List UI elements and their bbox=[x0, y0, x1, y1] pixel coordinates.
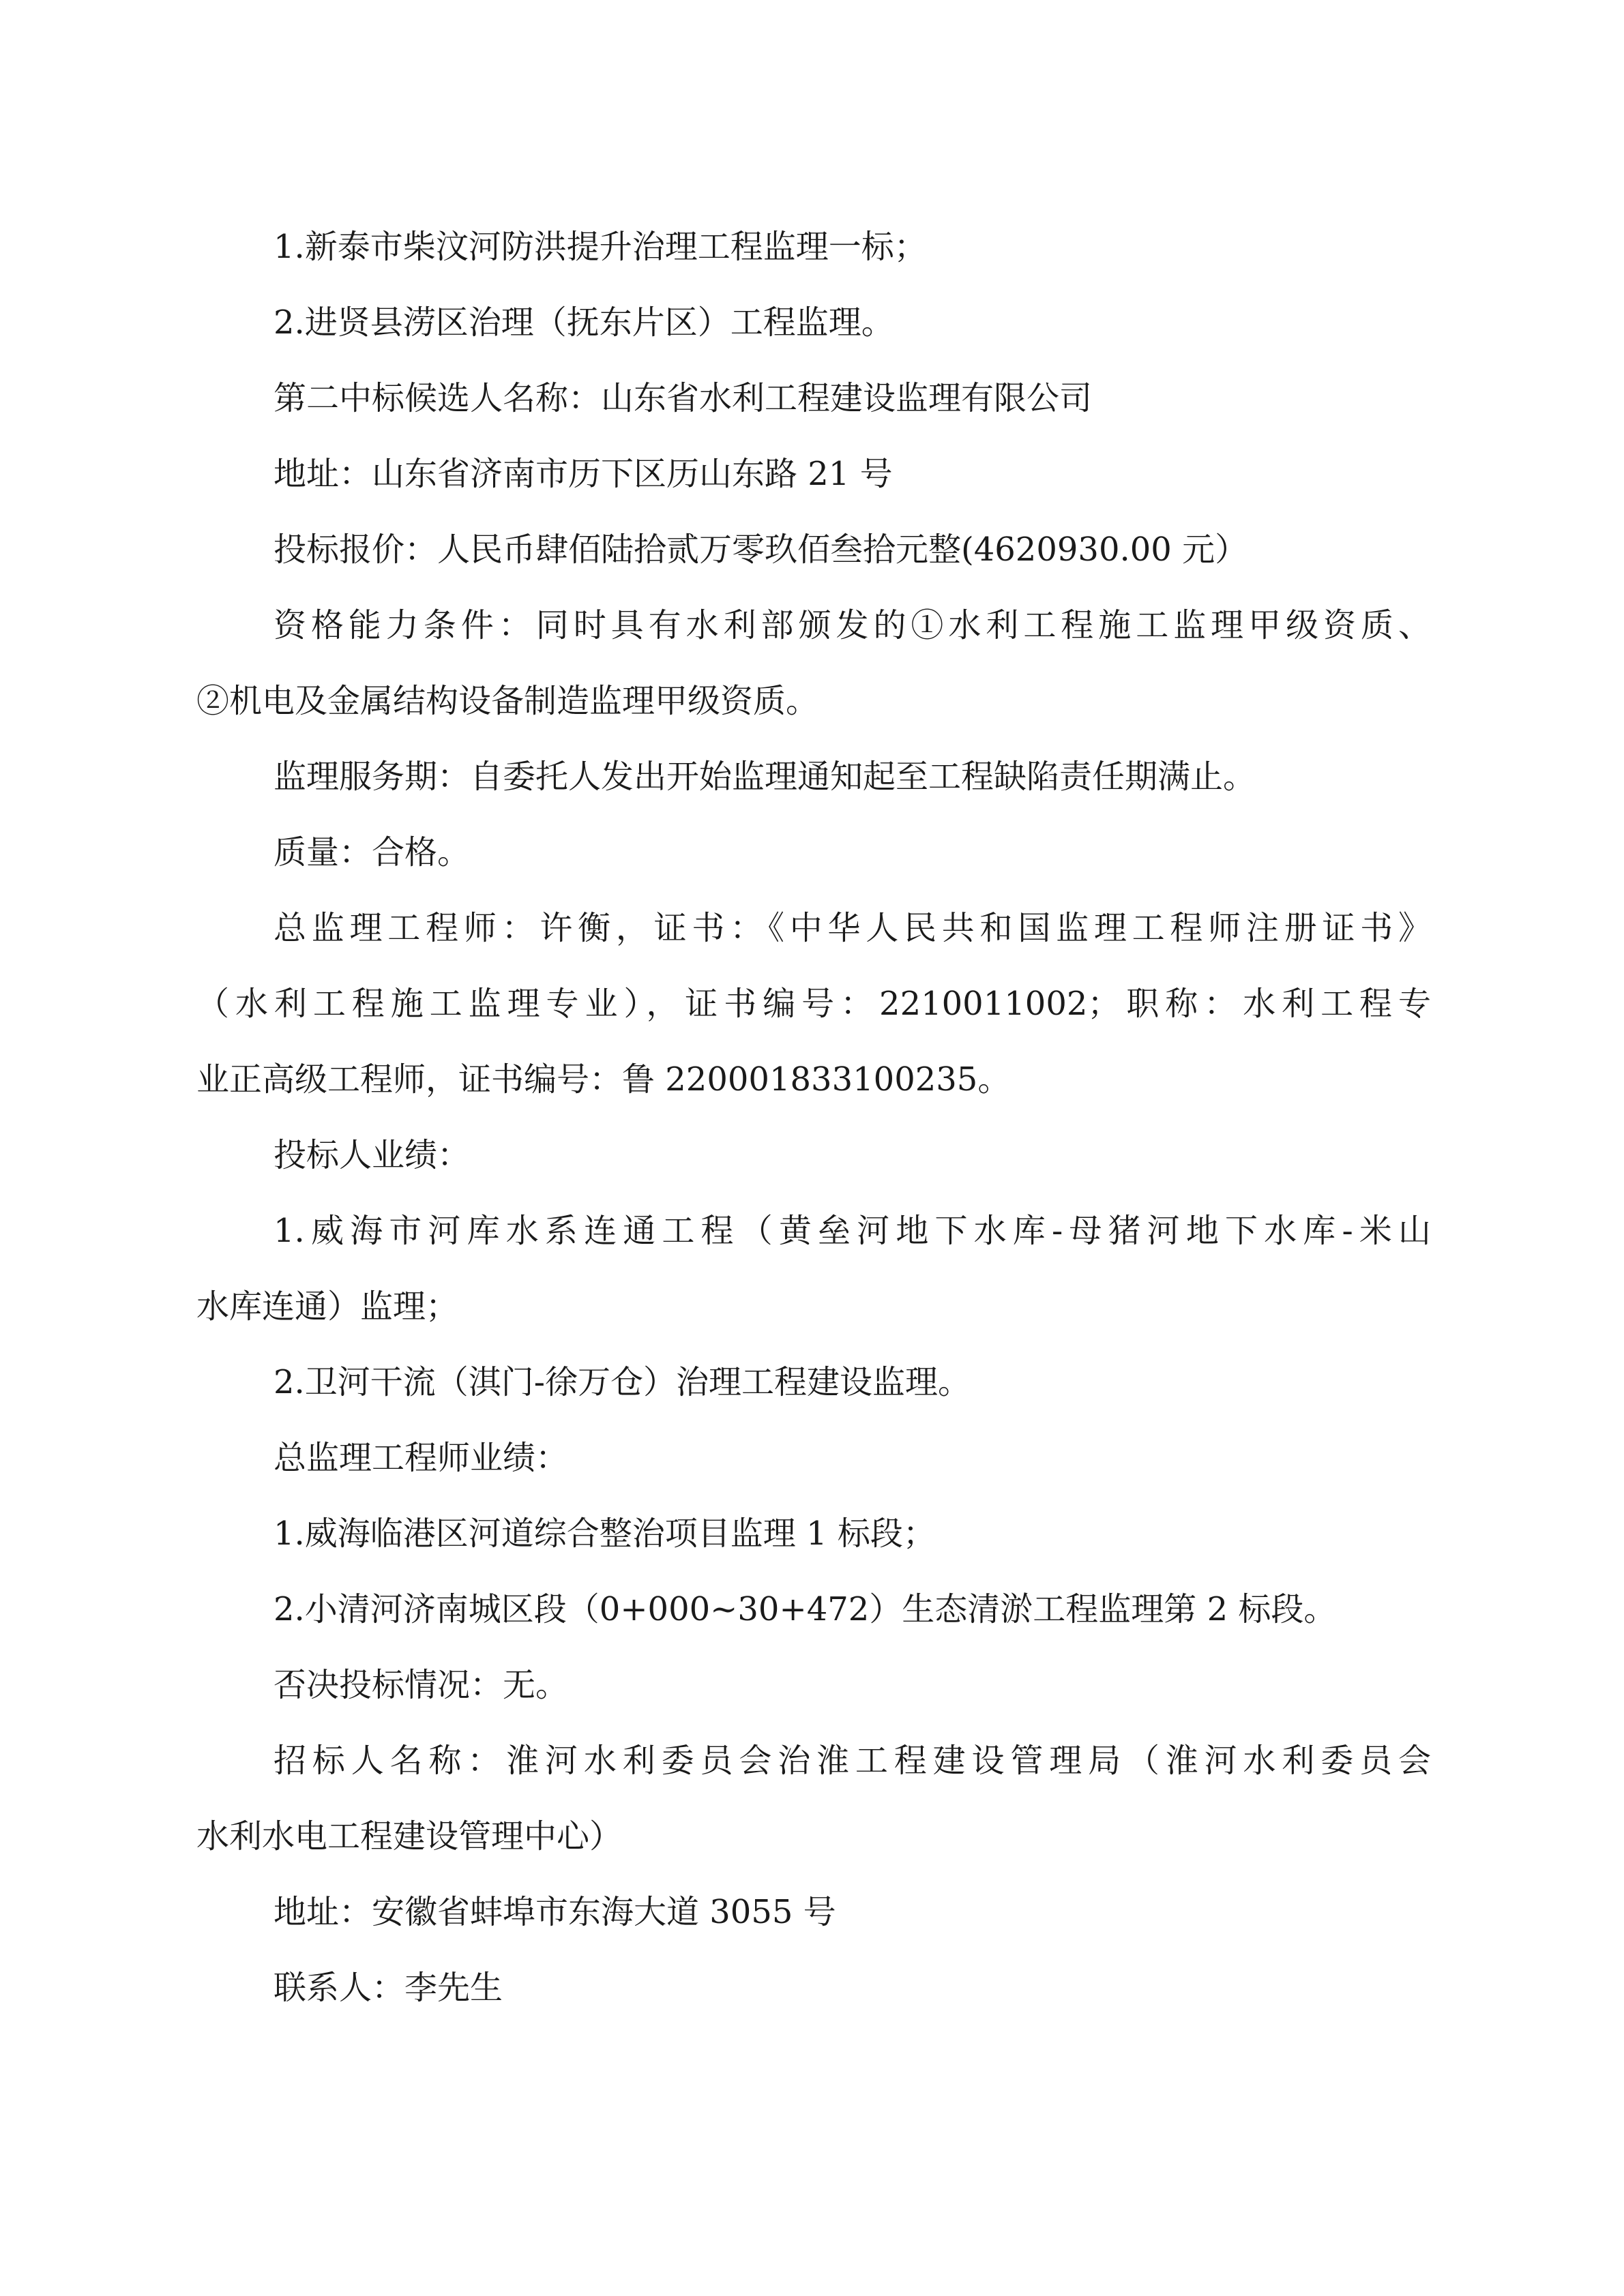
field-qualification-continued: ②机电及金属结构设备制造监理甲级资质。 bbox=[196, 682, 819, 720]
field-qualification: 资格能力条件：同时具有水利部颁发的①水利工程施工监理甲级资质、 bbox=[274, 606, 1431, 644]
item-text: 2.小清河济南城区段（0+000~30+472）生态清淤工程监理第 2 标段。 bbox=[274, 1590, 1337, 1628]
field-tenderer-name-continued: 水利水电工程建设管理中心） bbox=[196, 1817, 623, 1855]
item-text: 2.卫河干流（淇门-徐万仓）治理工程建设监理。 bbox=[274, 1363, 971, 1401]
field-chief-engineer-continued: （水利工程施工监理专业），证书编号：2210011002；职称：水利工程专 bbox=[196, 985, 1431, 1023]
field-rejected-bids: 否决投标情况：无。 bbox=[274, 1666, 569, 1704]
field-second-candidate-name: 第二中标候选人名称：山东省水利工程建设监理有限公司 bbox=[274, 379, 1093, 417]
field-chief-engineer-continued: 业正高级工程师，证书编号：鲁 220001833100235。 bbox=[196, 1060, 1011, 1099]
field-quality: 质量：合格。 bbox=[274, 833, 471, 871]
item-text: 1.威海临港区河道综合整治项目监理 1 标段； bbox=[274, 1515, 936, 1553]
field-address: 地址：山东省济南市历下区历山东路 21 号 bbox=[274, 455, 893, 493]
document-body bbox=[196, 209, 1431, 2026]
item-text: 2.进贤县涝区治理（抚东片区）工程监理。 bbox=[274, 303, 894, 342]
field-service-period: 监理服务期：自委托人发出开始监理通知起至工程缺陷责任期满止。 bbox=[274, 758, 1256, 796]
section-heading-engineer-performance: 总监理工程师业绩： bbox=[274, 1439, 569, 1477]
field-contact-person: 联系人：李先生 bbox=[274, 1969, 503, 2007]
field-chief-engineer: 总监理工程师：许衡，证书：《中华人民共和国监理工程师注册证书》 bbox=[274, 909, 1431, 947]
item-text: 1.新泰市柴汶河防洪提升治理工程监理一标； bbox=[274, 228, 927, 266]
field-bid-price: 投标报价：人民币肆佰陆拾贰万零玖佰叁拾元整(4620930.00 元） bbox=[274, 531, 1248, 569]
section-heading-bidder-performance: 投标人业绩： bbox=[274, 1136, 471, 1174]
item-text-continued: 水库连通）监理； bbox=[196, 1287, 459, 1326]
field-tenderer-address: 地址：安徽省蚌埠市东海大道 3055 号 bbox=[274, 1893, 836, 1931]
item-text: 1.威海市河库水系连通工程（黄垒河地下水库-母猪河地下水库-米山 bbox=[274, 1212, 1431, 1250]
field-tenderer-name: 招标人名称：淮河水利委员会治淮工程建设管理局（淮河水利委员会 bbox=[274, 1742, 1431, 1780]
